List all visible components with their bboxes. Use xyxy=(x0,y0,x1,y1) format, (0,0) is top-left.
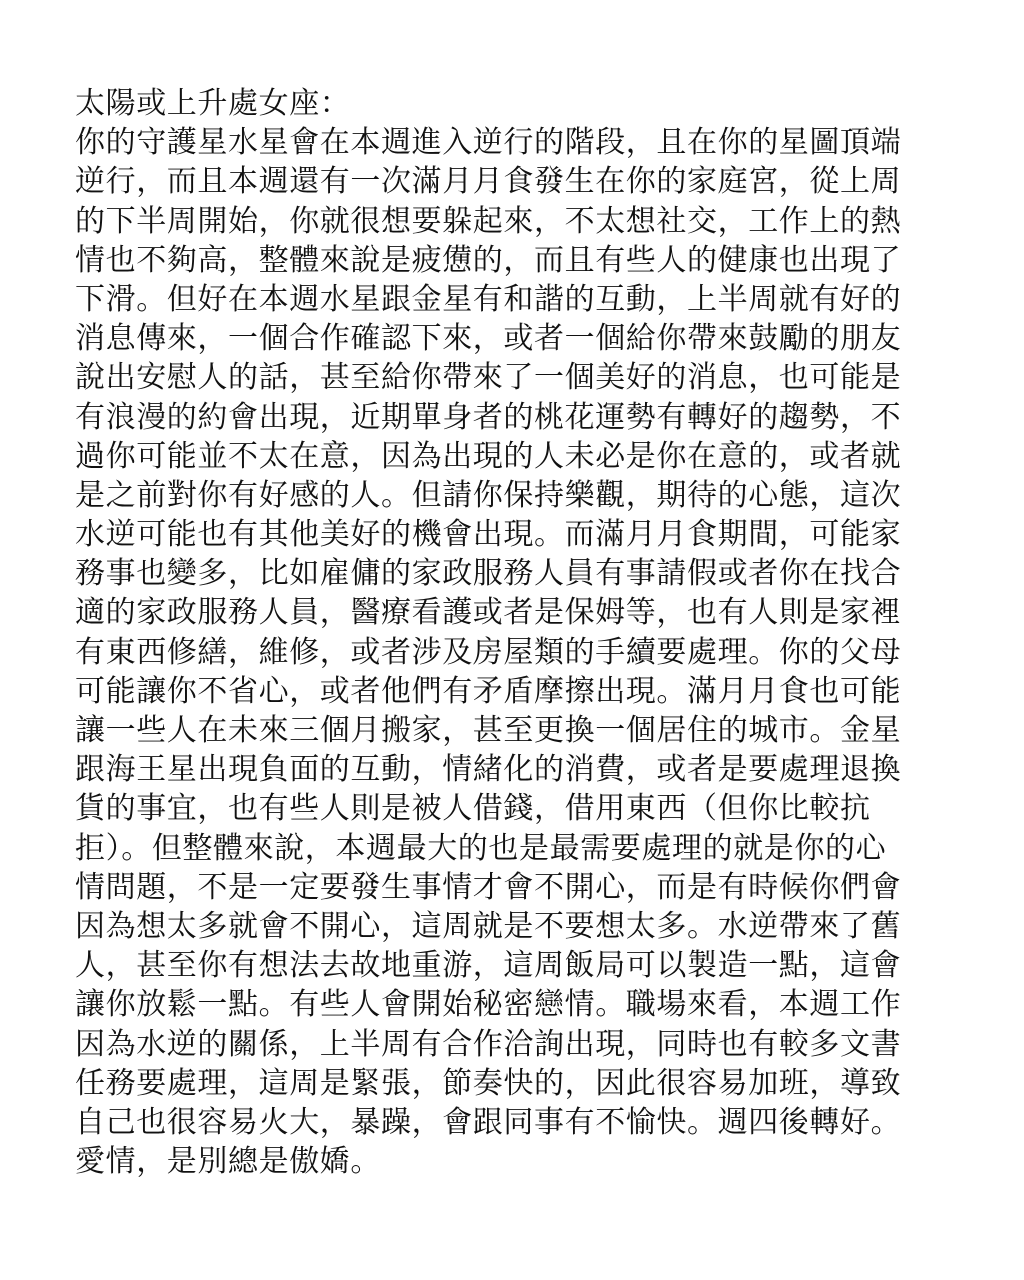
text-line: 因為水逆的關係，上半周有合作洽詢出現，同時也有較多文書 xyxy=(75,1026,902,1062)
text-line: 說出安慰人的話，甚至給你帶來了一個美好的消息，也可能是 xyxy=(75,360,902,396)
text-line: 逆行，而且本週還有一次滿月月食發生在你的家庭宮，從上周 xyxy=(75,164,902,200)
text-line: 你的守護星水星會在本週進入逆行的階段，且在你的星圖頂端 xyxy=(75,125,902,161)
text-line: 愛情，是別總是傲嬌。 xyxy=(75,1144,381,1180)
text-line: 因為想太多就會不開心，這周就是不要想太多。水逆帶來了舊 xyxy=(75,908,902,944)
text-line: 適的家政服務人員，醫療看護或者是保姆等，也有人則是家裡 xyxy=(75,595,902,631)
text-line: 情問題，不是一定要發生事情才會不開心，而是有時候你們會 xyxy=(75,869,902,905)
text-line: 自己也很容易火大，暴躁，會跟同事有不愉快。週四後轉好。 xyxy=(75,1104,902,1140)
heading-line: 太陽或上升處女座： xyxy=(75,86,351,121)
text-line: 情也不夠高，整體來說是疲憊的，而且有些人的健康也出現了 xyxy=(75,242,902,278)
text-line: 有東西修繕，維修，或者涉及房屋類的手續要處理。你的父母 xyxy=(75,634,902,670)
text-line: 讓一些人在未來三個月搬家，甚至更換一個居住的城市。金星 xyxy=(75,713,902,748)
text-line: 任務要處理，這周是緊張，節奏快的，因此很容易加班，導致 xyxy=(75,1065,902,1101)
text-line: 過你可能並不太在意，因為出現的人未必是你在意的，或者就 xyxy=(75,438,902,474)
text-line: 是之前對你有好感的人。但請你保持樂觀，期待的心態，這次 xyxy=(75,477,902,513)
horoscope-text xyxy=(75,84,955,1181)
text-line: 下滑。但好在本週水星跟金星有和諧的互動，上半周就有好的 xyxy=(75,281,902,317)
text-line: 人，甚至你有想法去故地重游，這周飯局可以製造一點，這會 xyxy=(75,948,902,984)
text-line: 務事也變多，比如雇傭的家政服務人員有事請假或者你在找合 xyxy=(75,556,902,592)
text-line: 跟海王星出現負面的互動，情緒化的消費，或者是要處理退換 xyxy=(75,752,902,788)
text-line: 消息傳來，一個合作確認下來，或者一個給你帶來鼓勵的朋友 xyxy=(75,321,902,357)
text-line: 拒）。但整體來說，本週最大的也是最需要處理的就是你的心 xyxy=(75,830,887,866)
text-line: 有浪漫的約會出現，近期單身者的桃花運勢有轉好的趨勢，不 xyxy=(75,399,902,435)
text-line: 可能讓你不省心，或者他們有矛盾摩擦出現。滿月月食也可能 xyxy=(75,673,902,709)
text-line: 的下半周開始，你就很想要躲起來，不太想社交，工作上的熱 xyxy=(75,203,902,239)
text-line: 貨的事宜，也有些人則是被人借錢，借用東西（但你比較抗 xyxy=(75,791,871,827)
text-line: 水逆可能也有其他美好的機會出現。而滿月月食期間，可能家 xyxy=(75,517,902,553)
text-line: 讓你放鬆一點。有些人會開始秘密戀情。職場來看，本週工作 xyxy=(75,987,902,1023)
